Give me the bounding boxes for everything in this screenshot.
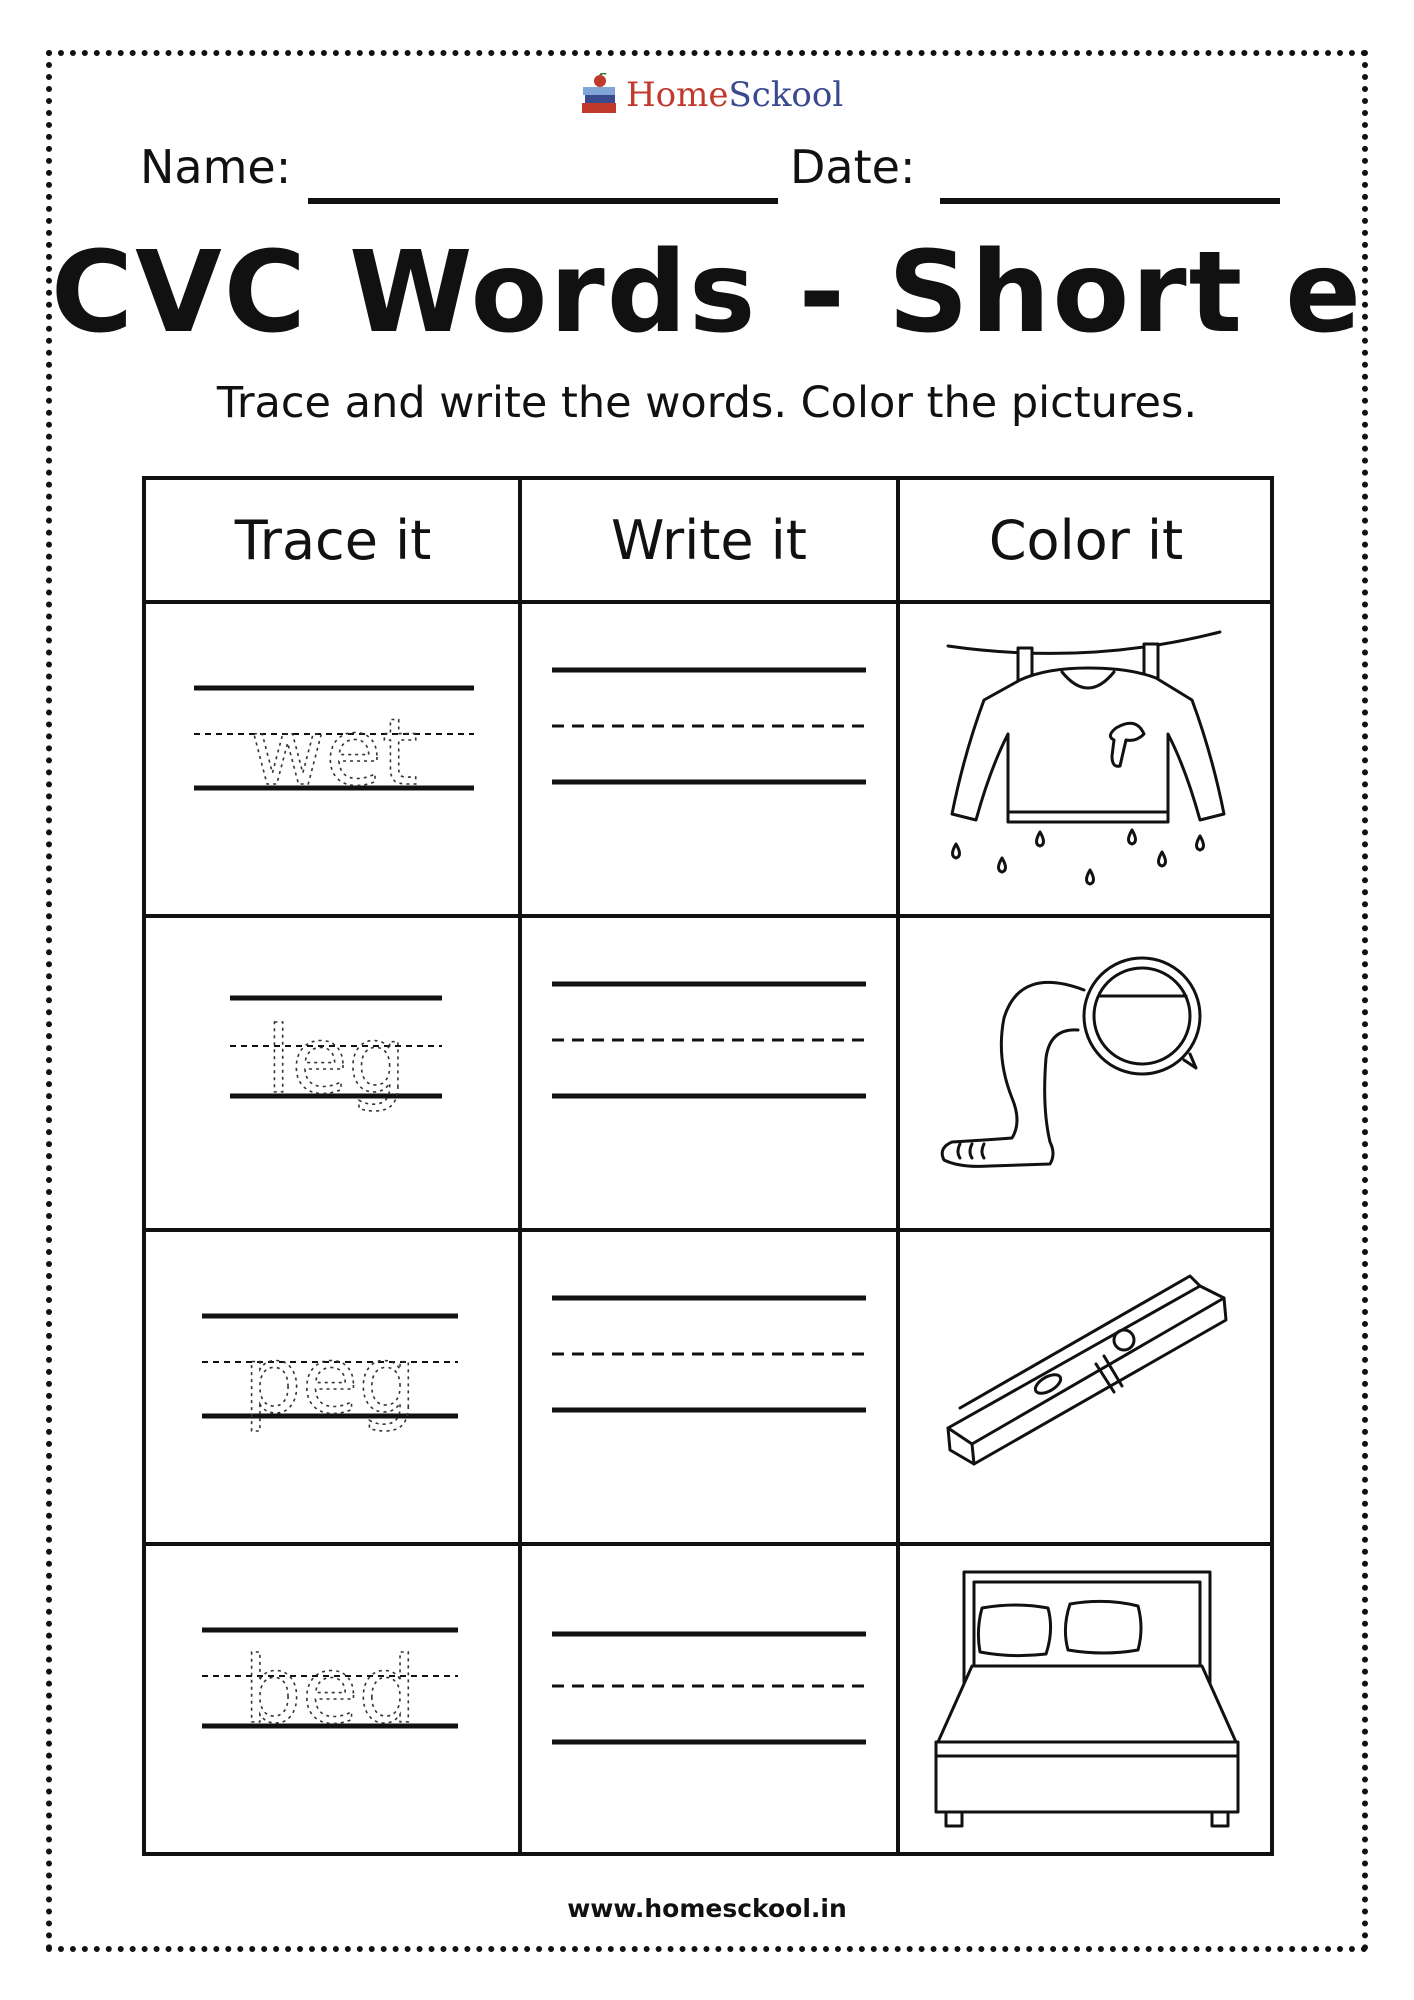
color-cell[interactable] xyxy=(900,918,1274,1228)
header-write: Write it xyxy=(611,508,807,572)
trace-word: leg xyxy=(265,1007,407,1114)
write-cell[interactable] xyxy=(522,1546,896,1856)
date-field[interactable] xyxy=(940,198,1280,204)
wet-sweater-icon xyxy=(900,604,1274,914)
trace-cell[interactable] xyxy=(146,1546,518,1856)
header-color: Color it xyxy=(988,508,1184,572)
books-apple-icon xyxy=(580,73,620,117)
name-label: Name: xyxy=(140,140,292,194)
name-date-row xyxy=(140,140,1280,210)
write-cell[interactable] xyxy=(522,604,896,914)
footer-url[interactable]: www.homesckool.in xyxy=(567,1894,847,1923)
trace-cell[interactable] xyxy=(146,1232,518,1542)
write-cell[interactable] xyxy=(522,918,896,1228)
name-field[interactable] xyxy=(308,198,778,204)
header-trace: Trace it xyxy=(234,508,432,572)
page-title: CVC Words - Short e xyxy=(50,228,1364,358)
worksheet-table xyxy=(142,476,1274,1856)
leg-icon xyxy=(900,918,1274,1228)
trace-word: wet xyxy=(250,699,418,806)
trace-cell[interactable] xyxy=(146,604,518,914)
color-cell[interactable] xyxy=(900,604,1274,914)
write-cell[interactable] xyxy=(522,1232,896,1542)
logo-text xyxy=(626,75,843,115)
bed-icon xyxy=(900,1546,1274,1856)
trace-word: peg xyxy=(243,1327,417,1434)
logo xyxy=(580,70,843,120)
date-label: Date: xyxy=(790,140,916,194)
logo-school: Sckool xyxy=(728,75,844,115)
instructions: Trace and write the words. Color the pictures. xyxy=(216,378,1198,428)
trace-cell[interactable] xyxy=(146,918,518,1228)
trace-word: bed xyxy=(243,1637,417,1744)
logo-home: Home xyxy=(626,75,729,115)
clothespin-icon xyxy=(900,1232,1274,1542)
color-cell[interactable] xyxy=(900,1546,1274,1856)
color-cell[interactable] xyxy=(900,1232,1274,1542)
